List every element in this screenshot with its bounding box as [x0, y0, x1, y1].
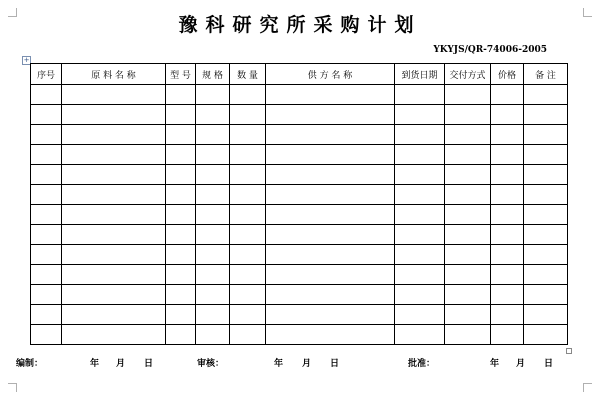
cell-delivery-date[interactable]: [395, 105, 445, 125]
table-row: [31, 85, 568, 105]
document-code: YKYJS/QR-74006-2005: [433, 45, 547, 55]
cell-serial[interactable]: [31, 245, 62, 265]
approved-year-label: 年: [490, 359, 500, 369]
column-header-remarks: 备 注: [524, 64, 568, 85]
cell-delivery-date[interactable]: [395, 205, 445, 225]
cell-material-name[interactable]: [62, 245, 166, 265]
column-header-delivery-date: 到货日期: [395, 64, 445, 85]
cell-price[interactable]: [491, 85, 524, 105]
cell-material-name[interactable]: [62, 125, 166, 145]
reviewed-by-label: 审核：: [197, 359, 225, 369]
cell-serial[interactable]: [31, 205, 62, 225]
reviewed-day-label: 日: [330, 359, 340, 369]
cell-price[interactable]: [491, 165, 524, 185]
cell-quantity[interactable]: [230, 145, 266, 165]
cell-quantity[interactable]: [230, 85, 266, 105]
cell-delivery-date[interactable]: [395, 285, 445, 305]
cell-serial[interactable]: [31, 265, 62, 285]
cell-supplier-name[interactable]: [266, 285, 395, 305]
approved-by-label: 批准：: [408, 359, 436, 369]
cell-serial[interactable]: [31, 185, 62, 205]
cell-remarks[interactable]: [524, 125, 568, 145]
cell-supplier-name[interactable]: [266, 245, 395, 265]
table-row: [31, 145, 568, 165]
cell-remarks[interactable]: [524, 305, 568, 325]
cell-delivery-method[interactable]: [445, 285, 491, 305]
cell-remarks[interactable]: [524, 165, 568, 185]
cell-delivery-date[interactable]: [395, 145, 445, 165]
cell-model[interactable]: [166, 325, 196, 345]
cell-serial[interactable]: [31, 145, 62, 165]
cell-delivery-method[interactable]: [445, 225, 491, 245]
cell-delivery-method[interactable]: [445, 205, 491, 225]
table-row: [31, 205, 568, 225]
cell-price[interactable]: [491, 125, 524, 145]
table-row: [31, 225, 568, 245]
column-header-quantity: 数 量: [230, 64, 266, 85]
cell-quantity[interactable]: [230, 125, 266, 145]
cell-delivery-date[interactable]: [395, 85, 445, 105]
cell-material-name[interactable]: [62, 265, 166, 285]
cell-remarks[interactable]: [524, 185, 568, 205]
cell-specification[interactable]: [196, 85, 230, 105]
cell-price[interactable]: [491, 185, 524, 205]
cell-material-name[interactable]: [62, 325, 166, 345]
cell-supplier-name[interactable]: [266, 85, 395, 105]
cell-remarks[interactable]: [524, 265, 568, 285]
table-resize-handle-icon[interactable]: [566, 348, 572, 354]
cell-model[interactable]: [166, 305, 196, 325]
signature-footer: [0, 357, 600, 371]
cell-serial[interactable]: [31, 285, 62, 305]
cell-model[interactable]: [166, 105, 196, 125]
cell-price[interactable]: [491, 105, 524, 125]
cell-remarks[interactable]: [524, 325, 568, 345]
cell-model[interactable]: [166, 165, 196, 185]
cell-delivery-method[interactable]: [445, 305, 491, 325]
table-row: [31, 325, 568, 345]
cell-quantity[interactable]: [230, 165, 266, 185]
table-row: [31, 165, 568, 185]
cell-supplier-name[interactable]: [266, 305, 395, 325]
cell-quantity[interactable]: [230, 225, 266, 245]
cell-material-name[interactable]: [62, 85, 166, 105]
cell-supplier-name[interactable]: [266, 125, 395, 145]
cell-serial[interactable]: [31, 325, 62, 345]
cell-quantity[interactable]: [230, 105, 266, 125]
column-header-price: 价格: [491, 64, 524, 85]
cell-material-name[interactable]: [62, 285, 166, 305]
cell-material-name[interactable]: [62, 225, 166, 245]
table-row: [31, 305, 568, 325]
cell-material-name[interactable]: [62, 105, 166, 125]
cell-material-name[interactable]: [62, 305, 166, 325]
column-header-delivery-method: 交付方式: [445, 64, 491, 85]
cell-delivery-date[interactable]: [395, 225, 445, 245]
cell-specification[interactable]: [196, 105, 230, 125]
cell-serial[interactable]: [31, 305, 62, 325]
cell-price[interactable]: [491, 325, 524, 345]
cell-quantity[interactable]: [230, 305, 266, 325]
page-corner-mark-bottom-right: [583, 383, 592, 392]
column-header-specification: 规 格: [196, 64, 230, 85]
table-row: [31, 105, 568, 125]
cell-price[interactable]: [491, 305, 524, 325]
prepared-month-label: 月: [116, 359, 126, 369]
table-row: [31, 265, 568, 285]
column-header-model: 型 号: [166, 64, 196, 85]
table-row: [31, 185, 568, 205]
cell-remarks[interactable]: [524, 145, 568, 165]
cell-delivery-date[interactable]: [395, 165, 445, 185]
cell-delivery-date[interactable]: [395, 325, 445, 345]
cell-quantity[interactable]: [230, 265, 266, 285]
cell-model[interactable]: [166, 125, 196, 145]
cell-supplier-name[interactable]: [266, 225, 395, 245]
table-row: [31, 125, 568, 145]
table-row: [31, 245, 568, 265]
cell-delivery-method[interactable]: [445, 245, 491, 265]
page-corner-mark-bottom-left: [8, 383, 17, 392]
column-header-material-name: 原 料 名 称: [62, 64, 166, 85]
cell-delivery-method[interactable]: [445, 145, 491, 165]
cell-delivery-method[interactable]: [445, 85, 491, 105]
cell-quantity[interactable]: [230, 245, 266, 265]
approved-day-label: 日: [544, 359, 554, 369]
cell-quantity[interactable]: [230, 325, 266, 345]
cell-model[interactable]: [166, 285, 196, 305]
cell-remarks[interactable]: [524, 225, 568, 245]
cell-quantity[interactable]: [230, 205, 266, 225]
prepared-year-label: 年: [90, 359, 100, 369]
reviewed-month-label: 月: [302, 359, 312, 369]
cell-specification[interactable]: [196, 265, 230, 285]
cell-delivery-date[interactable]: [395, 125, 445, 145]
cell-model[interactable]: [166, 185, 196, 205]
purchase-plan-table: [30, 63, 568, 345]
cell-model[interactable]: [166, 145, 196, 165]
cell-specification[interactable]: [196, 145, 230, 165]
cell-model[interactable]: [166, 205, 196, 225]
cell-price[interactable]: [491, 145, 524, 165]
cell-delivery-method[interactable]: [445, 325, 491, 345]
document-title: 豫科研究所采购计划: [178, 14, 422, 36]
column-header-supplier-name: 供 方 名 称: [266, 64, 395, 85]
cell-supplier-name[interactable]: [266, 205, 395, 225]
cell-delivery-method[interactable]: [445, 265, 491, 285]
cell-price[interactable]: [491, 245, 524, 265]
reviewed-year-label: 年: [274, 359, 284, 369]
cell-material-name[interactable]: [62, 205, 166, 225]
cell-delivery-method[interactable]: [445, 185, 491, 205]
cell-supplier-name[interactable]: [266, 165, 395, 185]
cell-specification[interactable]: [196, 245, 230, 265]
cell-delivery-date[interactable]: [395, 185, 445, 205]
cell-specification[interactable]: [196, 325, 230, 345]
cell-quantity[interactable]: [230, 185, 266, 205]
cell-supplier-name[interactable]: [266, 265, 395, 285]
cell-serial[interactable]: [31, 225, 62, 245]
cell-remarks[interactable]: [524, 205, 568, 225]
cell-model[interactable]: [166, 85, 196, 105]
cell-price[interactable]: [491, 225, 524, 245]
cell-supplier-name[interactable]: [266, 325, 395, 345]
table-move-handle-icon[interactable]: +: [23, 56, 30, 64]
column-header-serial: 序号: [31, 64, 62, 85]
table-row: [31, 285, 568, 305]
cell-remarks[interactable]: [524, 85, 568, 105]
cell-supplier-name[interactable]: [266, 185, 395, 205]
cell-price[interactable]: [491, 205, 524, 225]
cell-supplier-name[interactable]: [266, 145, 395, 165]
cell-serial[interactable]: [31, 85, 62, 105]
cell-model[interactable]: [166, 245, 196, 265]
cell-price[interactable]: [491, 265, 524, 285]
cell-quantity[interactable]: [230, 285, 266, 305]
table-body: [31, 85, 568, 345]
cell-specification[interactable]: [196, 185, 230, 205]
cell-delivery-date[interactable]: [395, 265, 445, 285]
cell-material-name[interactable]: [62, 165, 166, 185]
cell-supplier-name[interactable]: [266, 105, 395, 125]
cell-delivery-date[interactable]: [395, 305, 445, 325]
cell-specification[interactable]: [196, 125, 230, 145]
approved-month-label: 月: [516, 359, 526, 369]
cell-remarks[interactable]: [524, 245, 568, 265]
cell-specification[interactable]: [196, 285, 230, 305]
cell-price[interactable]: [491, 285, 524, 305]
cell-delivery-method[interactable]: [445, 125, 491, 145]
cell-specification[interactable]: [196, 305, 230, 325]
table-header-row: [31, 64, 568, 85]
cell-model[interactable]: [166, 265, 196, 285]
cell-material-name[interactable]: [62, 145, 166, 165]
cell-delivery-method[interactable]: [445, 165, 491, 185]
cell-material-name[interactable]: [62, 185, 166, 205]
prepared-by-label: 编制：: [16, 359, 44, 369]
cell-specification[interactable]: [196, 225, 230, 245]
prepared-day-label: 日: [144, 359, 154, 369]
cell-specification[interactable]: [196, 205, 230, 225]
cell-remarks[interactable]: [524, 105, 568, 125]
cell-serial[interactable]: [31, 165, 62, 185]
cell-model[interactable]: [166, 225, 196, 245]
cell-serial[interactable]: [31, 125, 62, 145]
cell-remarks[interactable]: [524, 285, 568, 305]
cell-delivery-date[interactable]: [395, 245, 445, 265]
cell-specification[interactable]: [196, 165, 230, 185]
cell-serial[interactable]: [31, 105, 62, 125]
cell-delivery-method[interactable]: [445, 105, 491, 125]
